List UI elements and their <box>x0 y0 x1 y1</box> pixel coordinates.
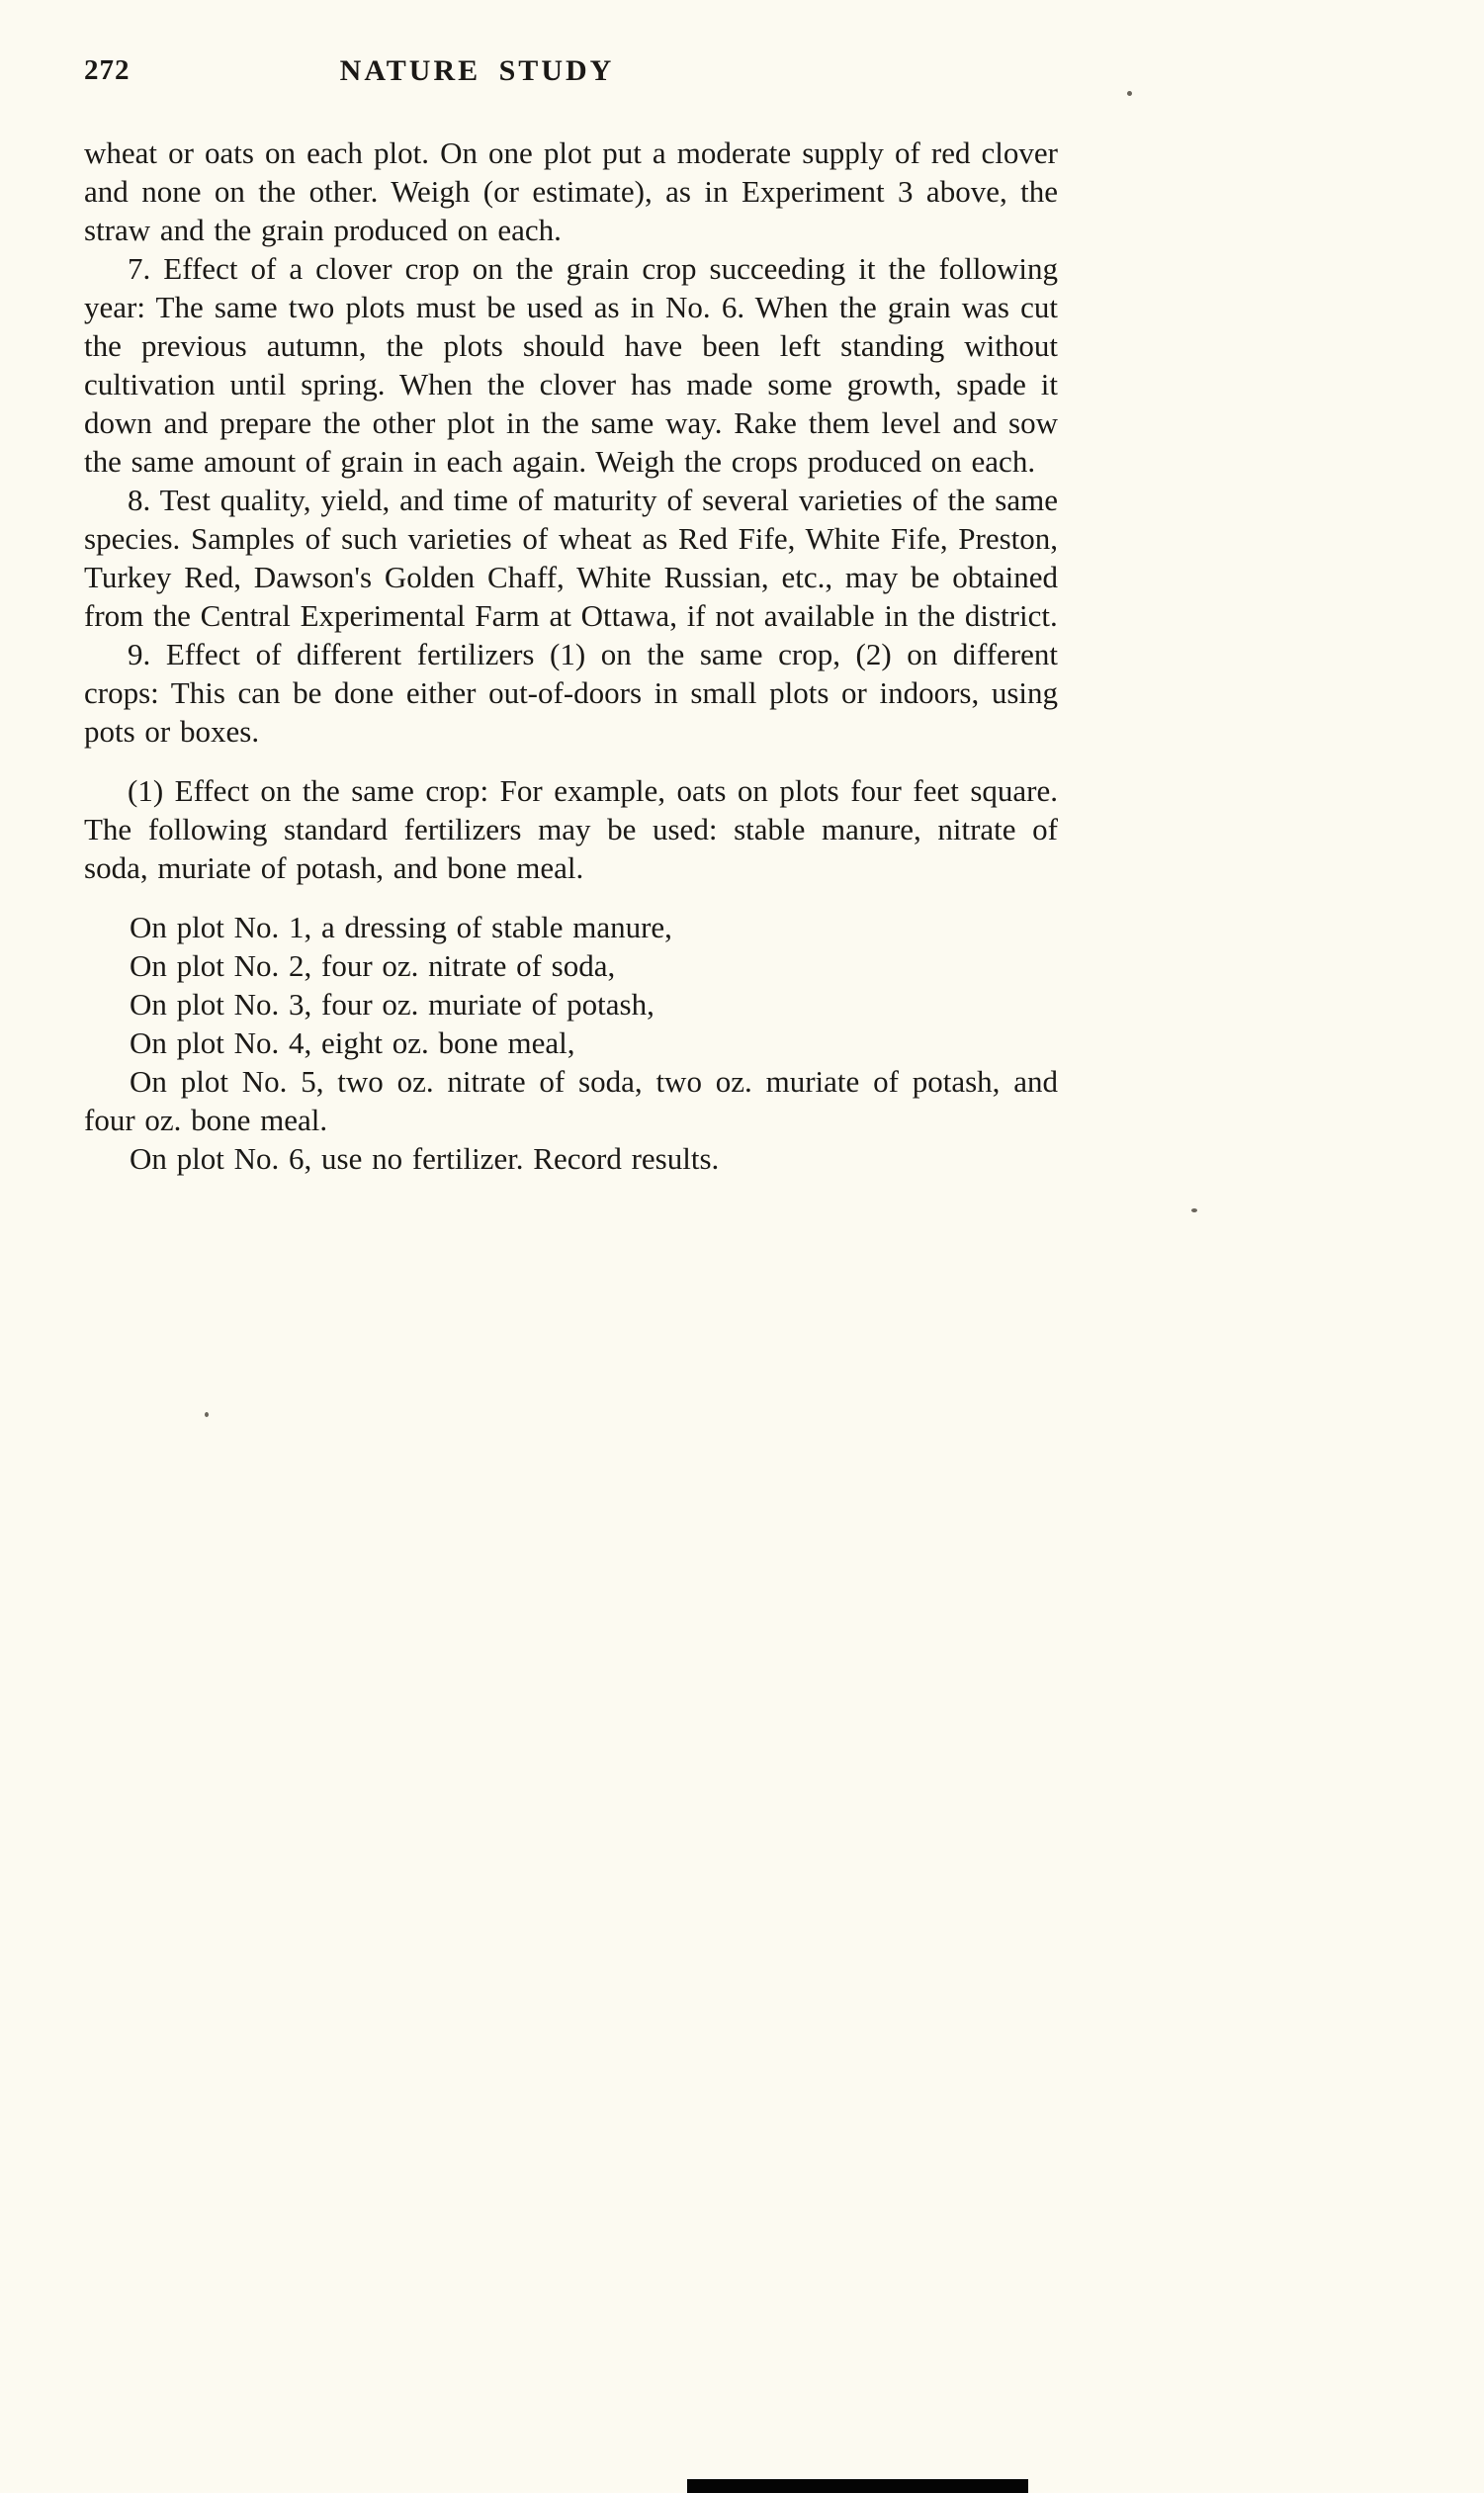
list-item: On plot No. 2, four oz. nitrate of soda, <box>130 948 616 983</box>
running-head-title: NATURE STUDY <box>339 54 615 87</box>
list-item: On plot No. 6, use no fertilizer. Record results. <box>130 1141 720 1176</box>
paragraph-sub-1: (1) Effect on the same crop: For example, oats on plots four feet square. The following standard fertilizers may be used: stable manure, nitrate of soda, muriate of potash, and bone meal. <box>84 773 1058 885</box>
paragraph-item-7: 7. Effect of a clover crop on the grain crop succeeding it the following year: The same two plots must be used as in No. 6. When the grain was cut the previous autumn, the plots should have been left standing without cultivation until spring. When the clover has made some growth, spade it down and prepare the other plot in the same way. Rake them level and sow the same amount of grain in each again. Weigh the crops produced on each. <box>84 251 1058 479</box>
paragraph-item-9: 9. Effect of different fertilizers (1) on the same crop, (2) on different crops: This can be done either out-of-doors in small plots or indoors, using pots or boxes. <box>84 637 1058 749</box>
page-body <box>84 134 1058 1178</box>
paragraph-continuation: wheat or oats on each plot. On one plot put a moderate supply of red clover and none on the other. Weigh (or estimate), as in Experiment 3 above, the straw and the grain produced on each. <box>84 135 1058 247</box>
scan-speck <box>1191 1208 1197 1212</box>
page-number: 272 <box>84 54 131 86</box>
list-item: On plot No. 1, a dressing of stable manure, <box>130 910 672 944</box>
text-block <box>84 54 1058 1178</box>
scan-speck <box>1127 91 1132 96</box>
scan-speck <box>205 1412 209 1417</box>
list-item: On plot No. 4, eight oz. bone meal, <box>130 1025 575 1060</box>
plot-list <box>84 908 1058 1178</box>
paragraph-item-8: 8. Test quality, yield, and time of maturity of several varieties of the same species. Samples of such varieties of wheat as Red Fife, White Fife, Preston, Turkey Red, Dawson's Golden Chaff, White Russian, etc., may be obtained from the Central Experimental Farm at Ottawa, if not available in the district. <box>84 483 1058 633</box>
list-item: On plot No. 5, two oz. nitrate of soda, two oz. muriate of potash, and four oz. bone meal. <box>84 1064 1058 1137</box>
page-header <box>84 54 1058 96</box>
list-item: On plot No. 3, four oz. muriate of potash, <box>130 987 655 1022</box>
scan-artifact-bar <box>687 2479 1028 2493</box>
